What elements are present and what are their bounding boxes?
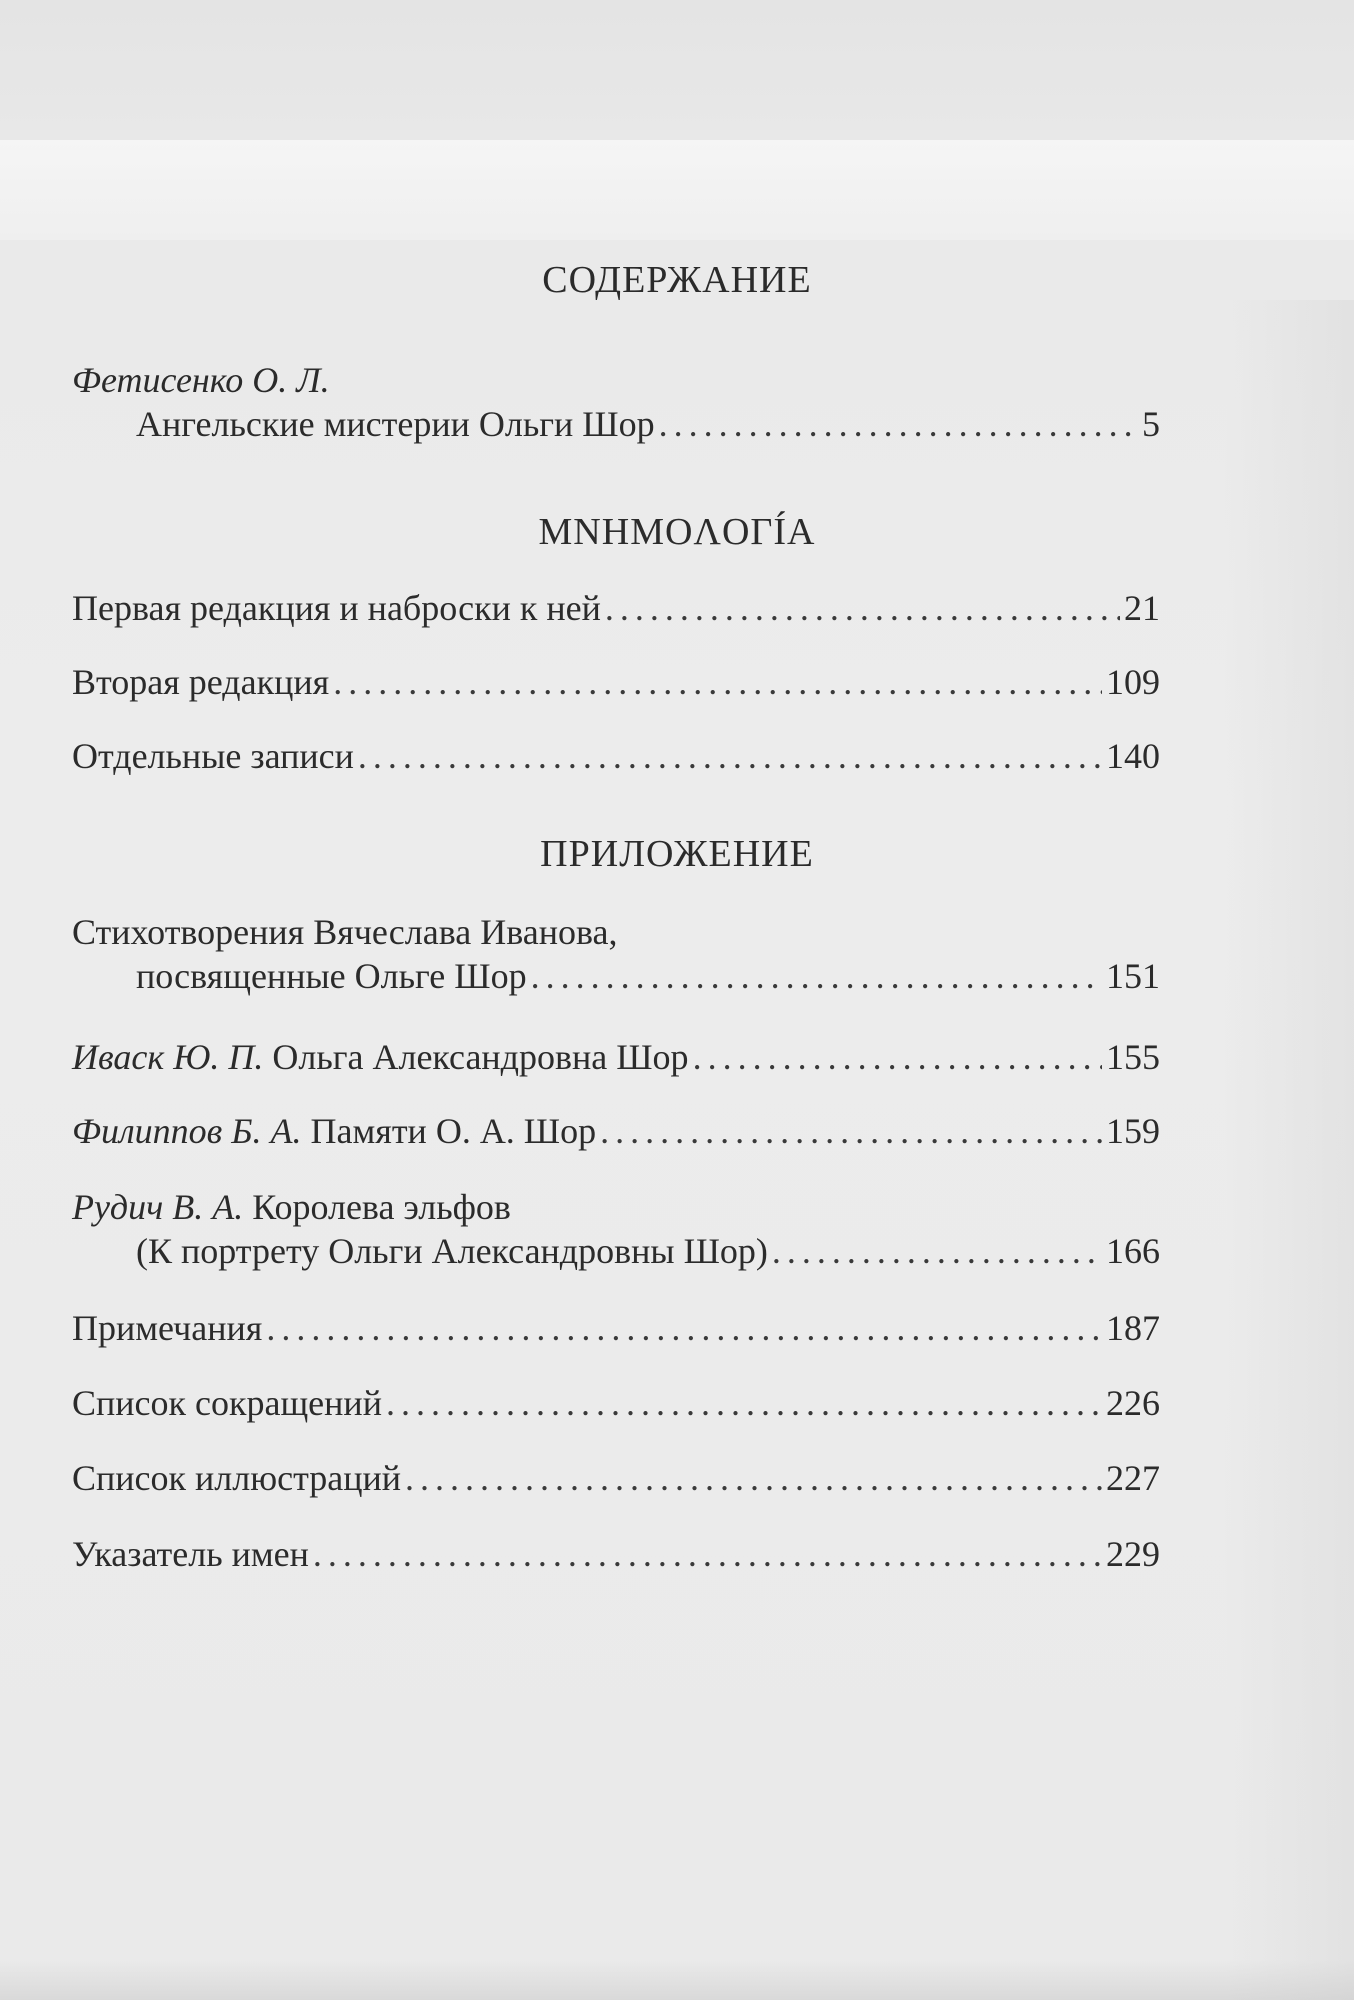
toc-entry: [72, 1456, 1160, 1500]
entry-title: Памяти О. А. Шор: [310, 1111, 597, 1151]
entry-title: Первая редакция и наброски к ней: [72, 588, 601, 628]
toc-entry: [72, 734, 1160, 778]
entry-author: Иваск Ю. П.: [72, 1037, 264, 1077]
toc-entry: [72, 660, 1160, 704]
appendix-heading: ПРИЛОЖЕНИЕ: [540, 833, 814, 875]
toc-entry: [72, 1532, 1160, 1576]
page-edge-shadow: [1224, 300, 1354, 2000]
toc-entry: [72, 1306, 1160, 1350]
entry-author: Фетисенко О. Л.: [72, 360, 330, 400]
dot-leader: [600, 1109, 1102, 1153]
dot-leader: [659, 402, 1138, 446]
entry-title-line1: Стихотворения Вячеслава Иванова,: [72, 912, 618, 952]
toc-entry: [72, 1185, 1160, 1273]
entry-author: Филиппов Б. А.: [72, 1111, 302, 1151]
entry-page-number: 166: [1106, 1231, 1160, 1271]
entry-page-number: 21: [1124, 588, 1160, 628]
top-shadow: [0, 0, 1354, 140]
dot-leader: [531, 954, 1102, 998]
toc-entry: [72, 1035, 1160, 1079]
entry-page-number: 155: [1106, 1037, 1160, 1077]
entry-page-number: 227: [1106, 1458, 1160, 1498]
contents-heading: СОДЕРЖАНИЕ: [542, 259, 812, 301]
entry-page-number: 187: [1106, 1308, 1160, 1348]
entry-title: Отдельные записи: [72, 736, 354, 776]
toc-entry: [72, 910, 1160, 998]
entry-page-number: 226: [1106, 1383, 1160, 1423]
entry-title: Список иллюстраций: [72, 1458, 402, 1498]
entry-page-number: 140: [1106, 736, 1160, 776]
entry-title: Указатель имен: [72, 1534, 309, 1574]
entry-title: Список сокращений: [72, 1383, 382, 1423]
entry-title-line2: (К портрету Ольги Александровны Шор): [136, 1231, 768, 1271]
dot-leader: [333, 660, 1102, 704]
dot-leader: [605, 586, 1120, 630]
toc-entry: [72, 586, 1160, 630]
dot-leader: [386, 1381, 1102, 1425]
dot-leader: [266, 1306, 1102, 1350]
entry-page-number: 5: [1142, 404, 1160, 444]
dot-leader: [313, 1532, 1102, 1576]
entry-page-number: 109: [1106, 662, 1160, 702]
dot-leader: [693, 1035, 1102, 1079]
entry-title: Ангельские мистерии Ольги Шор: [136, 404, 655, 444]
dot-leader: [358, 734, 1102, 778]
mnemology-heading: MNHMOΛOΓÍA: [538, 511, 816, 553]
bottom-shadow: [0, 1960, 1354, 2000]
dot-leader: [772, 1229, 1102, 1273]
entry-author: Рудич В. А.: [72, 1187, 244, 1227]
entry-title: Вторая редакция: [72, 662, 330, 702]
toc-entry: [72, 1109, 1160, 1153]
entry-page-number: 229: [1106, 1534, 1160, 1574]
entry-title: Ольга Александровна Шор: [272, 1037, 689, 1077]
entry-page-number: 151: [1106, 956, 1160, 996]
entry-page-number: 159: [1106, 1111, 1160, 1151]
toc-entry: [72, 358, 1160, 446]
entry-title: Примечания: [72, 1308, 263, 1348]
dot-leader: [405, 1456, 1102, 1500]
header-band: [0, 140, 1354, 240]
entry-title-line2: посвященные Ольге Шор: [136, 956, 527, 996]
entry-title-line1: Королева эльфов: [252, 1187, 511, 1227]
toc-entry: [72, 1381, 1160, 1425]
